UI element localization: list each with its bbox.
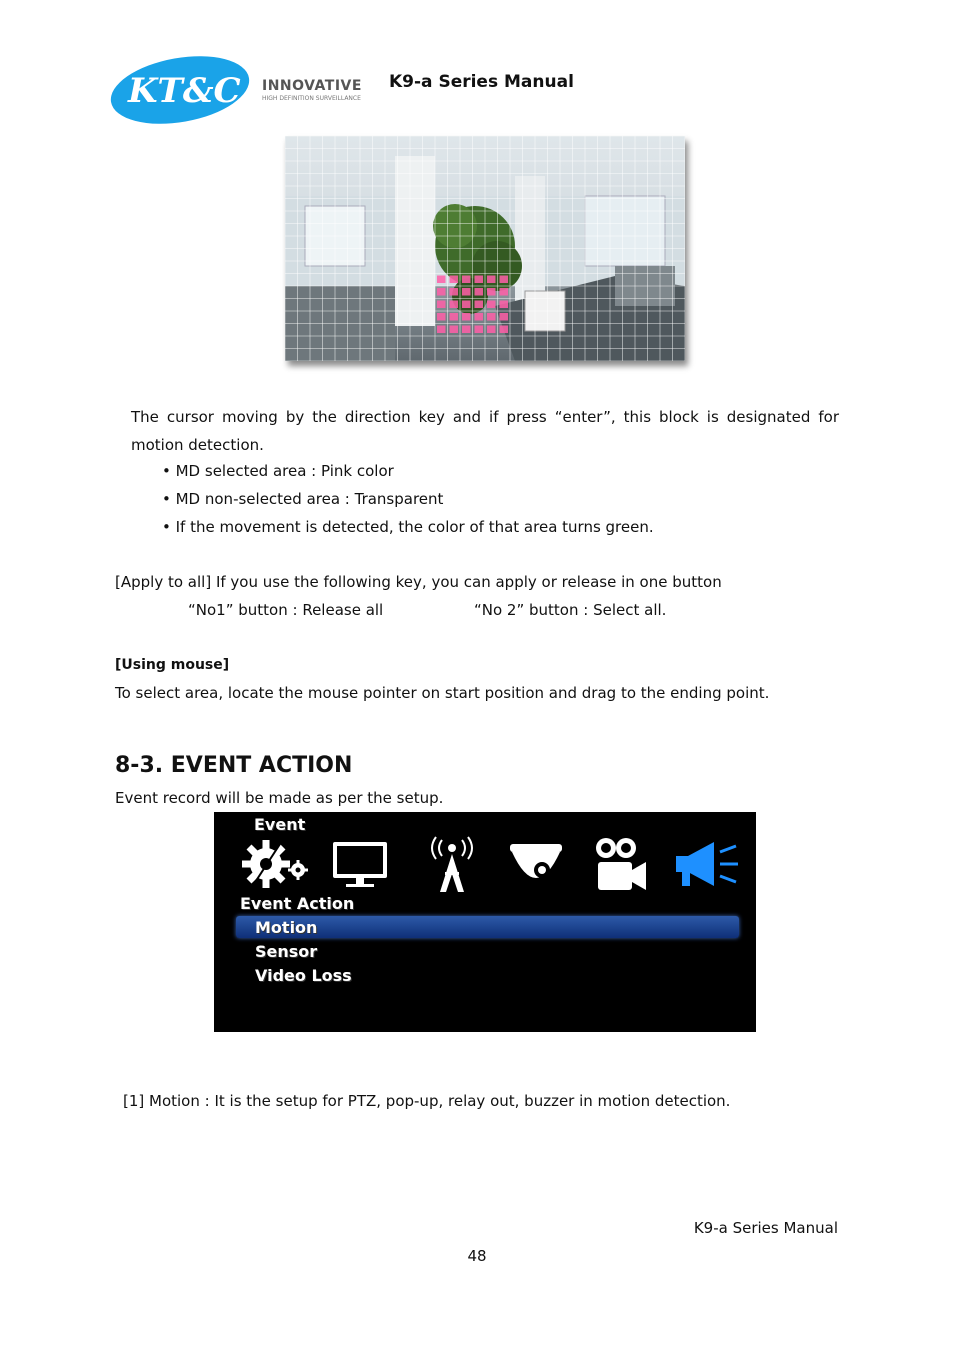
md-selected-cell xyxy=(450,326,459,334)
section-intro: Event record will be made as per the setup. xyxy=(115,789,444,807)
button-no2-text: “No 2” button : Select all. xyxy=(474,601,667,619)
section-title: 8-3. EVENT ACTION xyxy=(115,753,353,778)
md-selected-cell xyxy=(475,326,484,334)
md-selected-cell xyxy=(487,301,496,309)
page-number: 48 xyxy=(467,1247,487,1265)
footer-manual-name: K9-a Series Manual xyxy=(693,1219,838,1237)
apply-to-all-line: [Apply to all] If you use the following key, you can apply or release in one button xyxy=(115,573,722,591)
bullet-md-non-selected: • MD non-selected area : Transparent xyxy=(162,490,444,508)
md-selected-cell xyxy=(462,276,471,284)
osd-top-label: Event xyxy=(254,815,306,834)
logo-brand-text: KT&C xyxy=(128,71,241,111)
event-action-menu-screenshot xyxy=(214,812,756,1032)
md-selected-cell xyxy=(437,301,446,309)
md-selected-cell xyxy=(475,288,484,296)
md-selected-cell xyxy=(500,326,509,334)
gears-icon xyxy=(240,834,310,894)
md-selected-cell xyxy=(487,288,496,296)
motion-grid-camera-image xyxy=(285,136,685,361)
bullet-md-selected: • MD selected area : Pink color xyxy=(162,462,394,480)
md-selected-cell xyxy=(500,301,509,309)
md-selected-cell xyxy=(475,313,484,321)
md-selected-cell xyxy=(487,313,496,321)
logo-tagline-main: INNOVATIVE xyxy=(262,78,362,94)
company-logo xyxy=(108,56,368,124)
osd-menu-item-sensor[interactable]: Sensor xyxy=(255,942,318,961)
md-selected-cell xyxy=(500,276,509,284)
md-selected-cell xyxy=(462,326,471,334)
md-selected-cell xyxy=(500,288,509,296)
md-selected-cell xyxy=(475,276,484,284)
md-selected-cell xyxy=(437,288,446,296)
logo-tagline-sub: HIGH DEFINITION SURVEILLANCE xyxy=(262,95,361,102)
md-selected-cell xyxy=(462,301,471,309)
md-selected-cell xyxy=(487,276,496,284)
header-title: K9-a Series Manual xyxy=(389,72,574,92)
md-selected-cell xyxy=(450,288,459,296)
osd-menu-item-motion[interactable]: Motion xyxy=(255,918,318,937)
motion-note: [1] Motion : It is the setup for PTZ, pop-up, relay out, buzzer in motion detection. xyxy=(123,1092,731,1110)
osd-menu-item-video-loss[interactable]: Video Loss xyxy=(255,966,352,985)
monitor-icon xyxy=(330,834,390,894)
using-mouse-label: [Using mouse] xyxy=(115,657,230,673)
md-selected-cell xyxy=(487,326,496,334)
video-camera-icon xyxy=(592,834,648,894)
md-selected-cell xyxy=(450,301,459,309)
bullet-movement-detected: • If the movement is detected, the color of that area turns green. xyxy=(162,518,654,536)
using-mouse-text: To select area, locate the mouse pointer on start position and drag to the ending point. xyxy=(115,684,770,702)
button-no1-text: “No1” button : Release all xyxy=(188,601,384,619)
dome-camera-icon xyxy=(504,834,568,894)
md-selected-cell xyxy=(500,313,509,321)
md-selected-cell xyxy=(437,313,446,321)
md-selected-cell xyxy=(437,276,446,284)
osd-section-label: Event Action xyxy=(240,894,355,913)
md-selected-cell xyxy=(475,301,484,309)
md-selected-cell xyxy=(462,313,471,321)
md-selected-cell xyxy=(450,276,459,284)
motion-cursor-paragraph: The cursor moving by the direction key and if press “enter”, this block is designated for motion detection. xyxy=(131,408,839,454)
antenna-icon xyxy=(424,834,480,894)
md-selected-cell xyxy=(450,313,459,321)
md-selected-cell xyxy=(437,326,446,334)
megaphone-icon xyxy=(670,834,740,894)
md-selected-cell xyxy=(462,288,471,296)
